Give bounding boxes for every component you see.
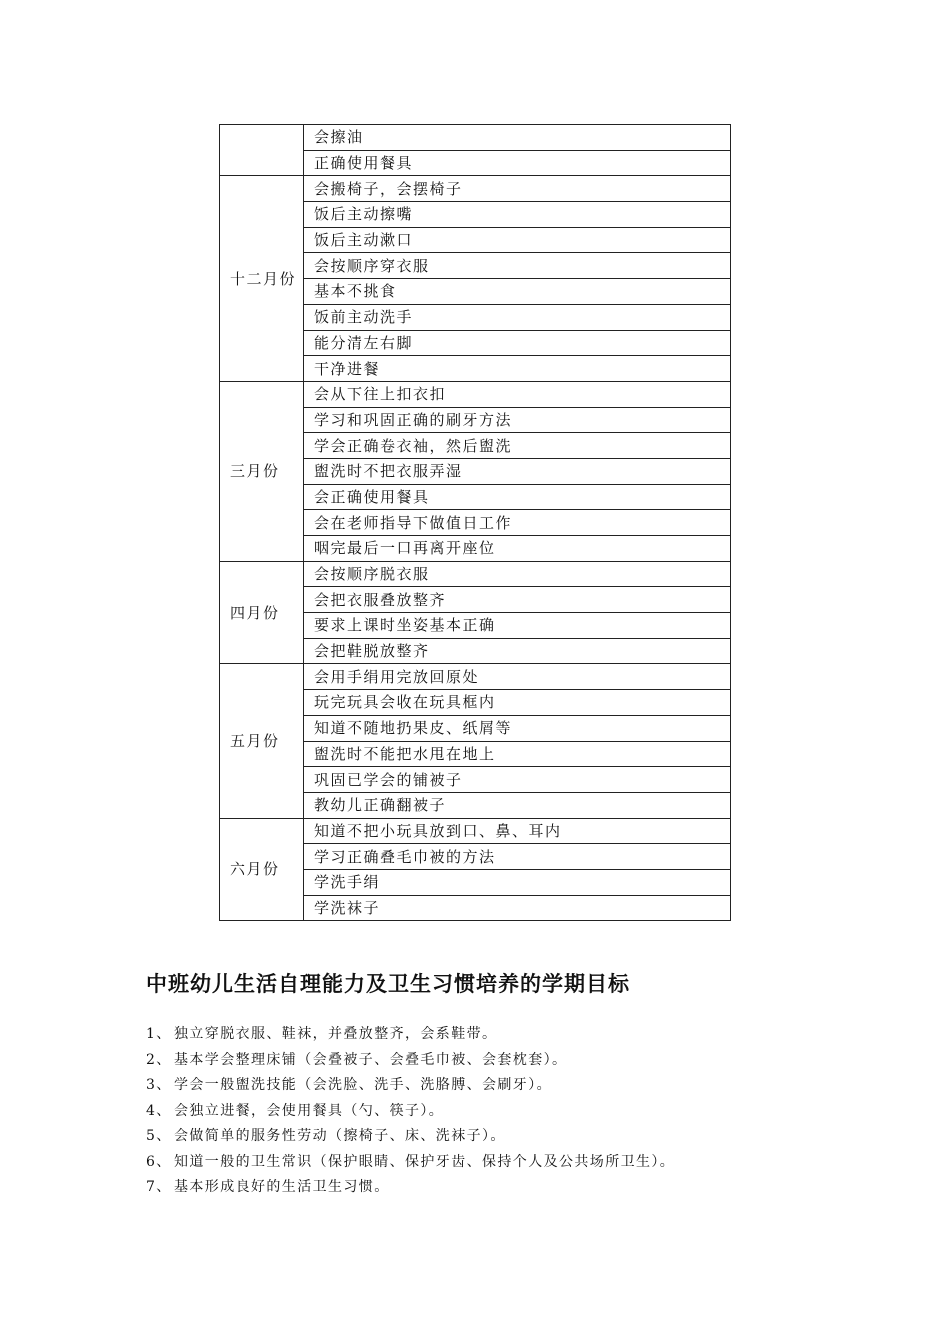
goal-item-cell: 会正确使用餐具 [304,484,731,510]
goal-item-cell: 会把衣服叠放整齐 [304,587,731,613]
goal-text: 会独立进餐，会使用餐具（勺、筷子）。 [174,1102,445,1119]
section-title: 中班幼儿生活自理能力及卫生习惯培养的学期目标 [146,972,630,996]
goal-text: 学会一般盥洗技能（会洗脸、洗手、洗胳膊、会刷牙）。 [174,1077,552,1093]
goal-text: 会做简单的服务性劳动（擦椅子、床、洗袜子）。 [174,1128,506,1144]
goal-item-cell: 巩固已学会的铺被子 [304,767,731,793]
table-row [220,664,731,690]
goal-item-cell: 基本不挑食 [304,279,731,305]
goal-item-cell: 饭前主动洗手 [304,304,731,330]
table-row [220,176,731,202]
list-item [146,1073,675,1099]
monthly-goals-table [219,124,731,921]
goal-number: 7、 [146,1179,172,1195]
list-item [146,1150,675,1176]
goal-item-cell: 学洗手绢 [304,869,731,895]
month-cell: 六月份 [220,818,304,921]
goal-text: 基本学会整理床铺（会叠被子、会叠毛巾被、会套枕套）。 [174,1051,568,1068]
goal-number: 6、 [146,1153,172,1170]
goal-text: 基本形成良好的生活卫生习惯。 [174,1179,390,1195]
goal-item-cell: 学习和巩固正确的刷牙方法 [304,407,731,433]
goal-text: 独立穿脱衣服、鞋袜，并叠放整齐，会系鞋带。 [174,1026,498,1042]
goal-item-cell: 会搬椅子，会摆椅子 [304,176,731,202]
goal-item-cell: 玩完玩具会收在玩具框内 [304,690,731,716]
list-item [146,1175,675,1201]
goal-item-cell: 饭后主动漱口 [304,227,731,253]
table-row [220,125,731,151]
goal-item-cell: 会从下往上扣衣扣 [304,381,731,407]
month-cell [220,125,304,176]
goal-item-cell: 能分清左右脚 [304,330,731,356]
month-cell: 五月份 [220,664,304,818]
month-cell: 四月份 [220,561,304,664]
goal-text: 知道一般的卫生常识（保护眼睛、保护牙齿、保持个人及公共场所卫生）。 [174,1153,676,1170]
month-cell: 三月份 [220,381,304,561]
goal-item-cell: 会在老师指导下做值日工作 [304,510,731,536]
semester-goals-list [146,1022,675,1201]
goal-item-cell: 咽完最后一口再离开座位 [304,536,731,562]
goal-item-cell: 会擦油 [304,125,731,151]
goal-item-cell: 盥洗时不把衣服弄湿 [304,458,731,484]
goal-item-cell: 会按顺序脱衣服 [304,561,731,587]
goal-number: 4、 [146,1102,172,1119]
goal-item-cell: 会用手绢用完放回原处 [304,664,731,690]
goal-item-cell: 教幼儿正确翻被子 [304,792,731,818]
goal-number: 3、 [146,1077,172,1093]
goal-item-cell: 会按顺序穿衣服 [304,253,731,279]
goal-item-cell: 知道不随地扔果皮、纸屑等 [304,715,731,741]
goal-item-cell: 学会正确卷衣袖，然后盥洗 [304,433,731,459]
list-item [146,1022,675,1048]
goal-number: 2、 [146,1051,172,1068]
goal-item-cell: 干净进餐 [304,356,731,382]
goal-item-cell: 知道不把小玩具放到口、鼻、耳内 [304,818,731,844]
list-item [146,1048,675,1074]
goal-number: 5、 [146,1128,172,1144]
goal-item-cell: 学习正确叠毛巾被的方法 [304,844,731,870]
table-row [220,381,731,407]
monthly-goals-table-body [220,125,731,921]
list-item [146,1124,675,1150]
goal-item-cell: 正确使用餐具 [304,150,731,176]
goal-item-cell: 要求上课时坐姿基本正确 [304,613,731,639]
goal-item-cell: 盥洗时不能把水甩在地上 [304,741,731,767]
goal-number: 1、 [146,1026,172,1042]
table-row [220,818,731,844]
goal-item-cell: 会把鞋脱放整齐 [304,638,731,664]
goal-item-cell: 饭后主动擦嘴 [304,202,731,228]
month-cell: 十二月份 [220,176,304,382]
goal-item-cell: 学洗袜子 [304,895,731,921]
table-row [220,561,731,587]
list-item [146,1099,675,1125]
